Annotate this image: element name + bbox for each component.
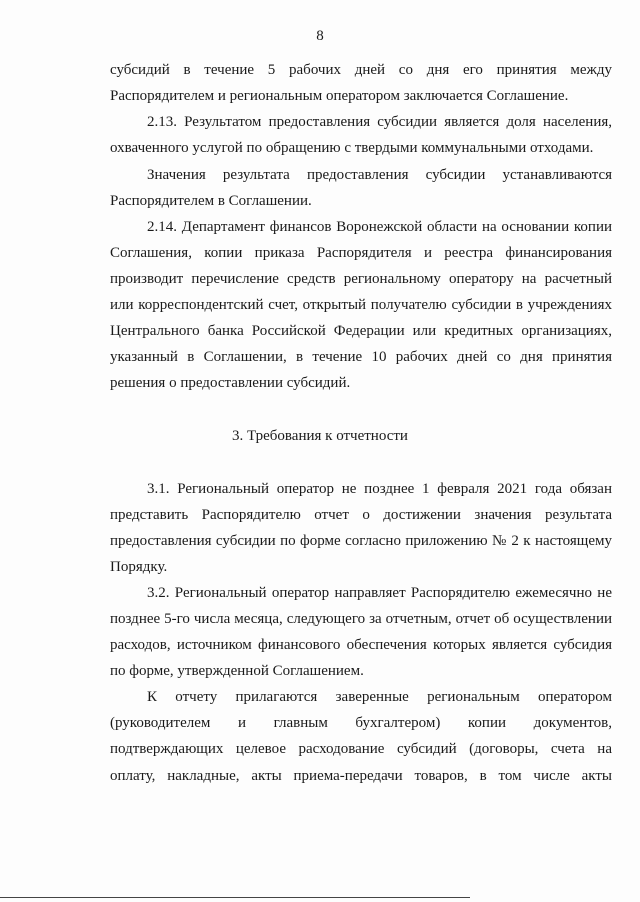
text-line: 2.14. Департамент финансов Воронежской области на основании копии xyxy=(147,219,612,235)
text-line: Центрального банка Российской Федерации или кредитных организациях, xyxy=(110,323,612,339)
text-line: подтверждающих целевое расходование субсидий (договоры, счета на xyxy=(110,741,612,757)
bottom-edge-line xyxy=(0,897,470,898)
text-line: решения о предоставлении субсидий. xyxy=(110,375,351,391)
text-line: по форме, утвержденной Соглашением. xyxy=(110,663,364,679)
text-line: или корреспондентский счет, открытый получателю субсидии в учреждениях xyxy=(110,297,612,313)
text-line: предоставления субсидии по форме согласно приложению № 2 к настоящему xyxy=(110,533,612,549)
text-line: Распорядителем и региональным оператором заключается Соглашение. xyxy=(110,88,569,104)
text-line: Порядку. xyxy=(110,559,168,575)
text-line: охваченного услугой по обращению с твердыми коммунальными отходами. xyxy=(110,140,594,156)
text-line: позднее 5-го числа месяца, следующего за отчетным, отчет об осуществлении xyxy=(110,611,612,627)
text-line: (руководителем и главным бухгалтером) копии документов, xyxy=(110,715,612,731)
text-line: Значения результата предоставления субсидии устанавливаются xyxy=(147,167,612,183)
text-line: производит перечисление средств региональному оператору на расчетный xyxy=(110,271,612,287)
text-line: оплату, накладные, акты приема-передачи товаров, в том числе акты xyxy=(110,768,612,784)
text-line: 3.2. Региональный оператор направляет Распорядителю ежемесячно не xyxy=(147,585,612,601)
text-line: 2.13. Результатом предоставления субсидии является доля населения, xyxy=(147,114,612,130)
text-line: расходов, источником финансового обеспечения которых является субсидия xyxy=(110,637,612,653)
text-line: субсидий в течение 5 рабочих дней со дня его принятия между xyxy=(110,62,612,78)
text-line: 3.1. Региональный оператор не позднее 1 февраля 2021 года обязан xyxy=(147,481,612,497)
text-line: представить Распорядителю отчет о достижении значения результата xyxy=(110,507,612,523)
text-line: К отчету прилагаются заверенные региональным оператором xyxy=(147,689,612,705)
page-number: 8 xyxy=(316,28,324,44)
text-line: Распорядителем в Соглашении. xyxy=(110,193,312,209)
section-heading: 3. Требования к отчетности xyxy=(232,428,408,444)
text-line: Соглашения, копии приказа Распорядителя и реестра финансирования xyxy=(110,245,612,261)
text-line: указанный в Соглашении, в течение 10 рабочих дней со дня принятия xyxy=(110,349,612,365)
